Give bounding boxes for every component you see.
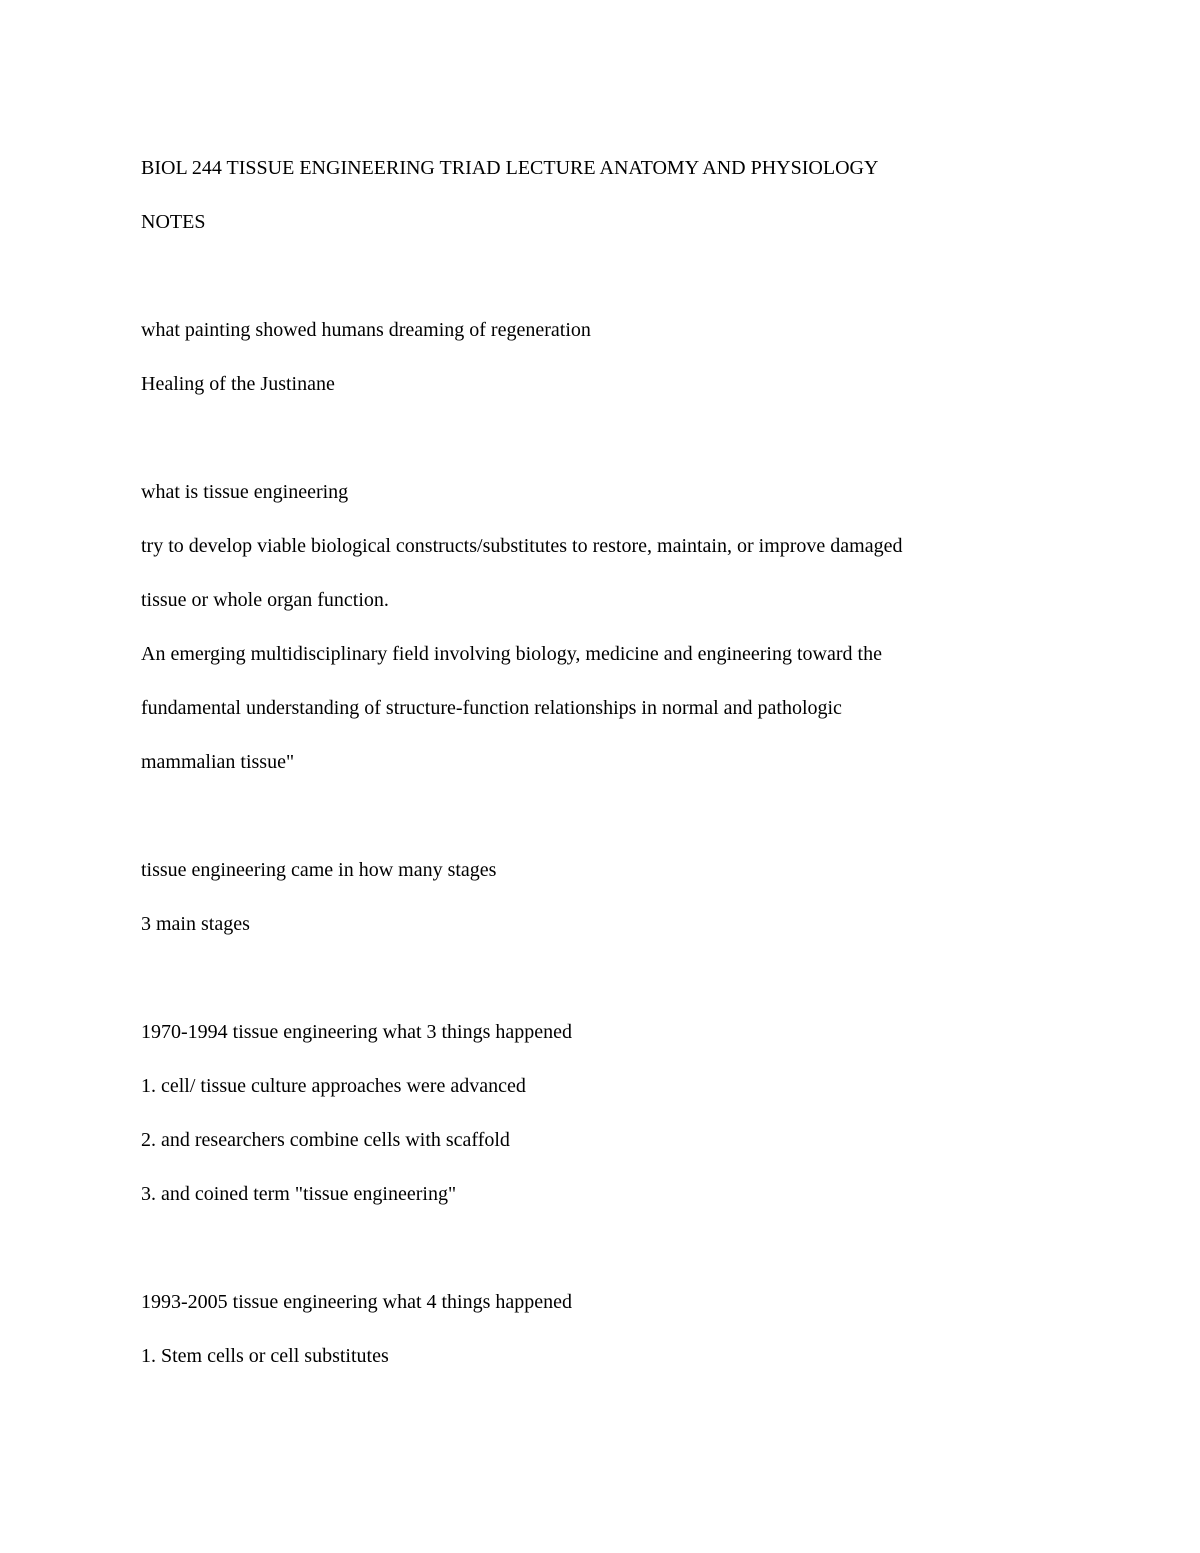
question-text: 1970-1994 tissue engineering what 3 things happened xyxy=(141,1021,573,1043)
answer-text: 2. and researchers combine cells with scaffold xyxy=(141,1129,510,1151)
answer-text: 3. and coined term "tissue engineering" xyxy=(141,1183,457,1205)
blank-line xyxy=(141,249,1061,303)
answer-text: 1. Stem cells or cell substitutes xyxy=(141,1345,389,1367)
answer-text: fundamental understanding of structure-function relationships in normal and pathologic xyxy=(141,697,842,719)
answer-text: 1. cell/ tissue culture approaches were advanced xyxy=(141,1075,526,1097)
blank-line xyxy=(141,951,1061,1005)
question-text: what painting showed humans dreaming of regeneration xyxy=(141,319,591,341)
answer-text: try to develop viable biological constructs/substitutes to restore, maintain, or improve damaged xyxy=(141,535,903,557)
answer-text: 3 main stages xyxy=(141,913,250,935)
blank-line xyxy=(141,789,1061,843)
document-body xyxy=(141,141,1061,1383)
blank-line xyxy=(141,1221,1061,1275)
answer-text: An emerging multidisciplinary field involving biology, medicine and engineering toward the xyxy=(141,643,882,665)
question-text: tissue engineering came in how many stages xyxy=(141,859,497,881)
answer-text: mammalian tissue" xyxy=(141,751,295,773)
answer-text: tissue or whole organ function. xyxy=(141,589,389,611)
question-text: what is tissue engineering xyxy=(141,481,349,503)
question-text: 1993-2005 tissue engineering what 4 things happened xyxy=(141,1291,573,1313)
blank-line xyxy=(141,411,1061,465)
document-title-continued: NOTES xyxy=(141,211,206,233)
document-title: BIOL 244 TISSUE ENGINEERING TRIAD LECTURE ANATOMY AND PHYSIOLOGY xyxy=(141,157,879,179)
answer-text: Healing of the Justinane xyxy=(141,373,335,395)
